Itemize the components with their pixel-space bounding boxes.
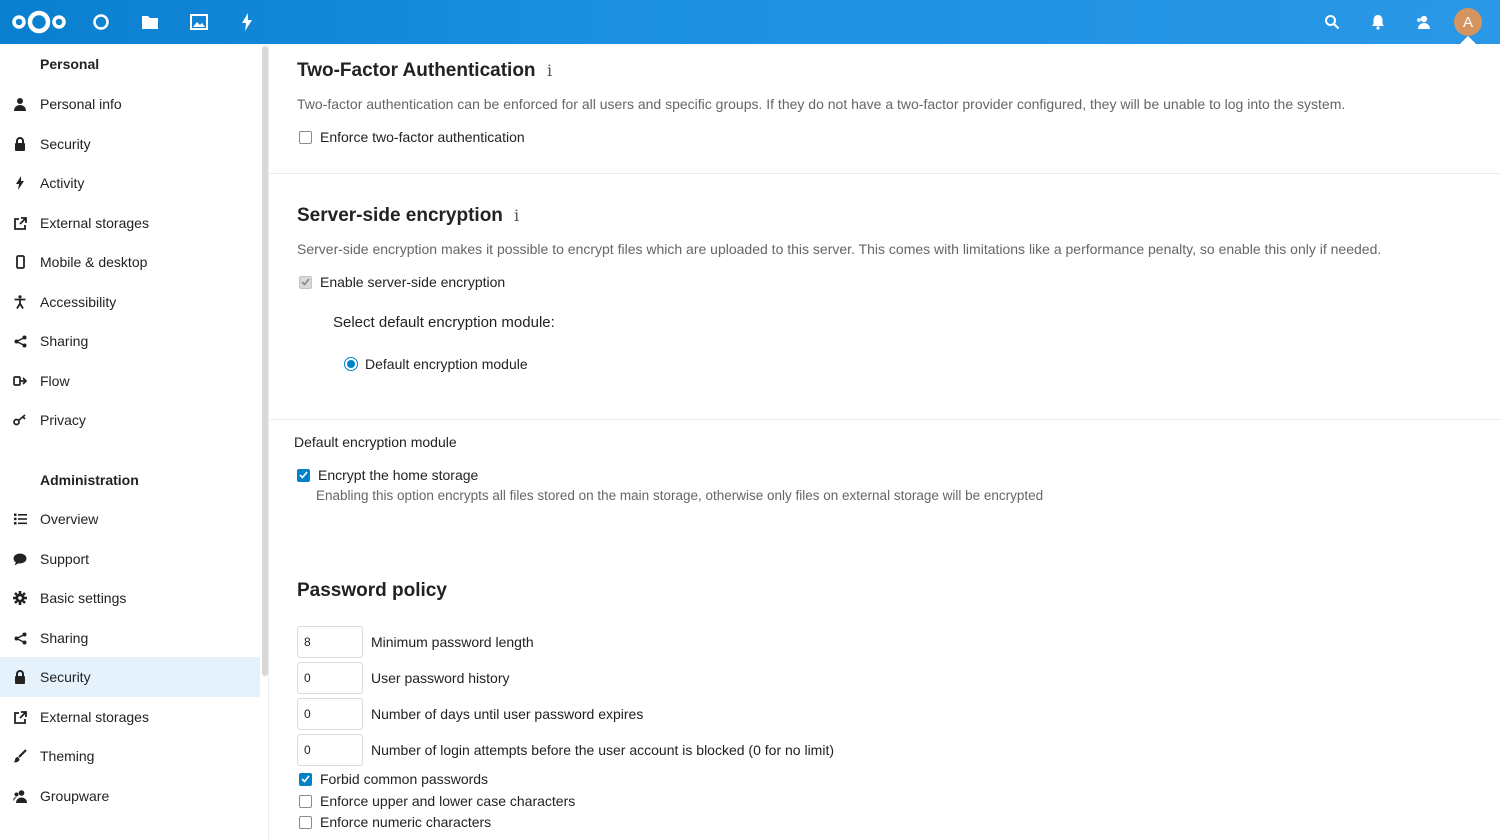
sidebar-item-label: Sharing [40, 333, 89, 349]
password-expiry-row [297, 698, 643, 730]
sidebar-item-label: Personal info [40, 96, 122, 112]
default-module-heading: Default encryption module [294, 434, 457, 450]
nextcloud-logo-icon[interactable] [10, 7, 68, 37]
enforce-case-checkbox[interactable] [299, 793, 575, 809]
two-factor-description: Two-factor authentication can be enforced for all users and specific groups. If they do not have a two-factor provider configured, they will be unable to log into the system. [297, 96, 1346, 112]
field-label: Number of days until user password expires [371, 706, 644, 722]
enforce-two-factor-checkbox[interactable] [299, 129, 525, 145]
default-module-radio[interactable] [344, 356, 528, 372]
lock-icon [12, 136, 28, 152]
sidebar-item-label: Groupware [40, 788, 110, 804]
forbid-common-passwords-checkbox[interactable] [299, 771, 488, 787]
checkbox-label: Forbid common passwords [320, 771, 489, 787]
brush-icon [12, 748, 28, 764]
sidebar-item-label: Basic settings [40, 590, 127, 606]
sidebar-item-label: Support [40, 551, 90, 567]
encryption-description: Server-side encryption makes it possible to encrypt files which are uploaded to this server. This comes with limitations like a performance penalty, so enable this only if needed. [297, 241, 1382, 257]
sidebar-item-external-storages-personal[interactable] [0, 203, 260, 243]
chat-icon [12, 551, 28, 567]
group-icon [12, 788, 28, 804]
sidebar-item-label: Security [40, 669, 91, 685]
encrypt-home-storage-checkbox[interactable] [297, 467, 478, 483]
sidebar-item-security-personal[interactable] [0, 124, 260, 164]
checkbox-label: Enable server-side encryption [320, 274, 506, 290]
checkbox-box[interactable] [299, 773, 312, 786]
login-attempts-row [297, 734, 834, 766]
sidebar-item-label: Theming [40, 748, 95, 764]
files-icon[interactable] [138, 10, 162, 34]
share-icon [12, 333, 28, 349]
checkbox-box[interactable] [299, 276, 312, 289]
sidebar-item-label: Mobile & desktop [40, 254, 148, 270]
sidebar-item-label: Sharing [40, 630, 89, 646]
sidebar-item-label: Overview [40, 511, 99, 527]
sidebar-item-label: External storages [40, 215, 149, 231]
home-storage-hint: Enabling this option encrypts all files stored on the main storage, otherwise only files on external storage will be encrypted [316, 488, 1044, 503]
sidebar-item-overview[interactable] [0, 499, 260, 539]
password-history-row [297, 662, 510, 694]
login-attempts-input[interactable]: 0 [297, 734, 363, 766]
sidebar-item-groupware[interactable] [0, 776, 260, 816]
sidebar-item-basic-settings[interactable] [0, 578, 260, 618]
sidebar-item-sharing-admin[interactable] [0, 618, 260, 658]
sidebar-item-label: Flow [40, 373, 70, 389]
checkbox-label: Enforce two-factor authentication [320, 129, 525, 145]
main-content [269, 44, 1500, 840]
sidebar-item-external-storages-admin[interactable] [0, 697, 260, 737]
radio-label: Default encryption module [365, 356, 528, 372]
notifications-icon[interactable] [1366, 10, 1390, 34]
sidebar-item-security-admin[interactable] [0, 657, 260, 697]
accessibility-icon [12, 294, 28, 310]
sidebar-item-support[interactable] [0, 539, 260, 579]
sidebar-item-mobile-desktop[interactable] [0, 242, 260, 282]
top-header [0, 0, 1500, 44]
flow-icon [12, 373, 28, 389]
info-icon[interactable]: i [547, 61, 553, 80]
enable-encryption-checkbox[interactable] [299, 274, 505, 290]
external-link-icon [12, 709, 28, 725]
field-label: User password history [371, 670, 510, 686]
section-divider [269, 419, 1500, 420]
field-label: Number of login attempts before the user account is blocked (0 for no limit) [371, 742, 834, 758]
sidebar-item-label: External storages [40, 709, 149, 725]
min-length-row [297, 626, 534, 658]
user-icon [12, 96, 28, 112]
photos-icon[interactable] [187, 10, 211, 34]
two-factor-title: Two-Factor Authentication [297, 60, 536, 81]
sidebar-item-personal-info[interactable] [0, 84, 260, 124]
dashboard-icon[interactable] [89, 10, 113, 34]
user-avatar[interactable] [1454, 8, 1482, 36]
phone-icon [12, 254, 28, 270]
lock-icon [12, 669, 28, 685]
key-icon [12, 412, 28, 428]
checkbox-label: Encrypt the home storage [318, 467, 479, 483]
external-link-icon [12, 215, 28, 231]
settings-sidebar [0, 44, 260, 840]
sidebar-item-flow[interactable] [0, 361, 260, 401]
password-policy-title: Password policy [297, 580, 447, 601]
avatar-letter: A [1462, 13, 1473, 31]
share-icon [12, 630, 28, 646]
menu-caret-icon [1460, 36, 1476, 44]
sidebar-item-label: Privacy [40, 412, 86, 428]
checkbox-box[interactable] [299, 816, 312, 829]
sidebar-heading-administration: Administration [40, 472, 139, 488]
sidebar-item-label: Activity [40, 175, 85, 191]
sidebar-item-accessibility[interactable] [0, 282, 260, 322]
field-label: Minimum password length [371, 634, 534, 650]
checkbox-box[interactable] [299, 131, 312, 144]
sidebar-item-label: Security [40, 136, 91, 152]
select-module-label: Select default encryption module: [333, 314, 555, 331]
activity-icon[interactable] [235, 10, 259, 34]
encryption-title: Server-side encryption [297, 205, 503, 226]
gear-icon [12, 590, 28, 606]
sidebar-item-activity[interactable] [0, 163, 260, 203]
password-expiry-input[interactable]: 0 [297, 698, 363, 730]
checkbox-label: Enforce upper and lower case characters [320, 793, 576, 809]
checkbox-box[interactable] [299, 795, 312, 808]
sidebar-item-sharing-personal[interactable] [0, 321, 260, 361]
radio-button[interactable] [344, 357, 358, 371]
sidebar-item-theming[interactable] [0, 736, 260, 776]
enforce-numeric-checkbox[interactable] [299, 814, 491, 830]
lightning-icon [12, 175, 28, 191]
search-icon[interactable] [1320, 10, 1344, 34]
info-icon[interactable]: i [514, 206, 520, 225]
checkbox-label: Enforce numeric characters [320, 814, 492, 830]
list-icon [12, 511, 28, 527]
contacts-icon[interactable] [1411, 10, 1435, 34]
password-history-input[interactable]: 0 [297, 662, 363, 694]
sidebar-item-label: Accessibility [40, 294, 117, 310]
min-length-input[interactable]: 8 [297, 626, 363, 658]
checkbox-box[interactable] [297, 469, 310, 482]
section-divider [269, 173, 1500, 174]
sidebar-item-privacy[interactable] [0, 400, 260, 440]
sidebar-heading-personal: Personal [40, 56, 100, 72]
